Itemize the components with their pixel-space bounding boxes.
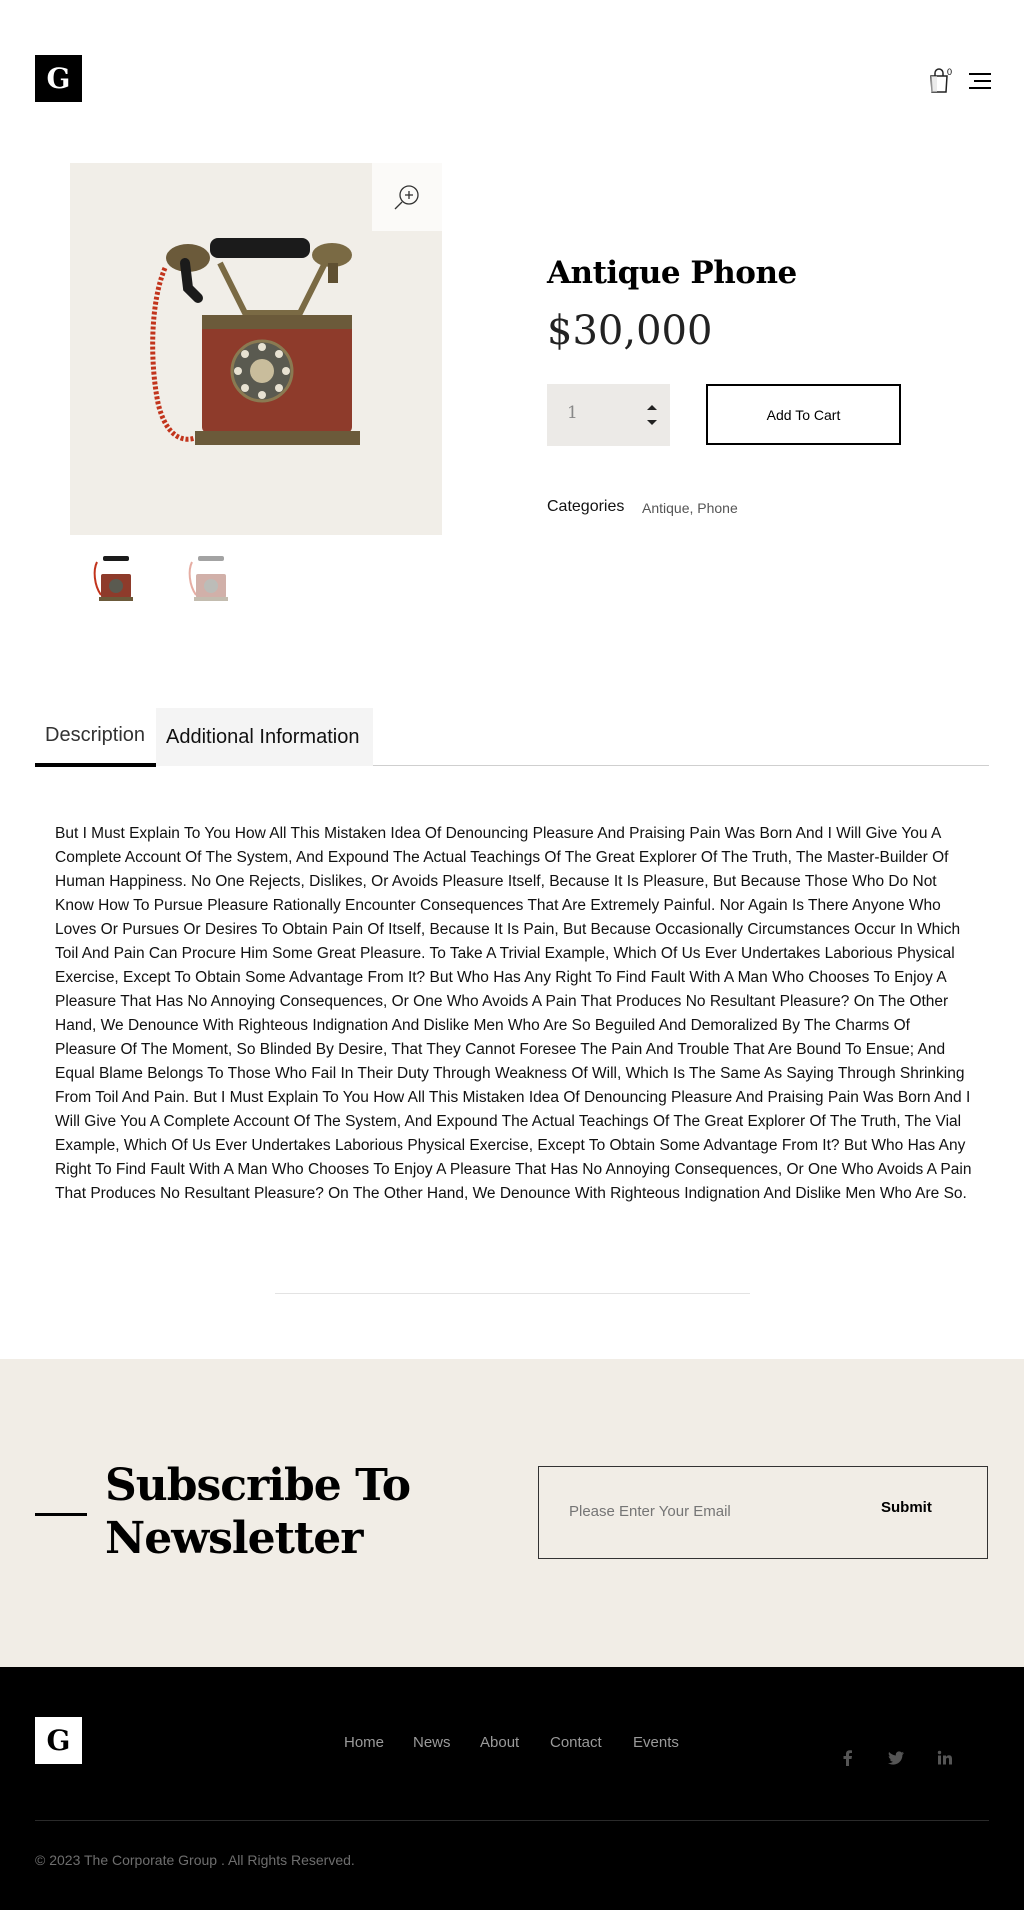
tab-additional-information[interactable]: Additional Information <box>156 708 373 766</box>
product-price: $30,000 <box>547 308 713 354</box>
section-divider <box>275 1293 750 1294</box>
footer-nav-news[interactable]: News <box>413 1734 451 1751</box>
email-input[interactable] <box>569 1503 829 1520</box>
site-logo[interactable]: G <box>35 55 82 102</box>
zoom-button[interactable] <box>372 163 442 231</box>
categories-label: Categories <box>547 498 625 515</box>
linkedin-icon[interactable] <box>936 1749 954 1767</box>
decorative-line <box>35 1513 87 1516</box>
tab-description[interactable]: Description <box>35 708 156 767</box>
hamburger-menu-icon[interactable] <box>969 72 991 90</box>
product-description: But I Must Explain To You How All This Mistaken Idea Of Denouncing Pleasure And Praising Pain Was Born And I Will Give You A Complete Account Of The System, And Expound The Actual Teachings Of The Great Explorer Of The Truth, The Master-Builder Of Human Happiness. No One Rejects, Dislikes, Or Avoids Pleasure Itself, Because It Is Pleasure, But Because Those Who Do Not Know How To Pursue Pleasure Rationally Encounter Consequences That Are Extremely Painful. Nor Again Is There Anyone Who Loves Or Pursues Or Desires To Obtain Pain Of Itself, Because It Is Pain, But Because Occasionally Circumstances Occur In Which Toil And Pain Can Procure Him Some Great Pleasure. To Take A Trivial Example, Which Of Us Ever Undertakes Laborious Physical Exercise, Except To Obtain Some Advantage From It? But Who Has Any Right To Find Fault With A Man Who Chooses To Enjoy A Pleasure That Has No Annoying Consequences, Or One Who Avoids A Pain That Produces No Resultant Pleasure? On The Other Hand, We Denounce With Righteous Indignation And Dislike Men Who Are So Beguiled And Demoralized By The Charms Of Pleasure Of The Moment, So Blinded By Desire, That They Cannot Foresee The Pain And Trouble That Are Bound To Ensue; And Equal Blame Belongs To Those Who Fail In Their Duty Through Weakness Of Will, Which Is The Same As Saying Through Shrinking From Toil And Pain. But I Must Explain To You How All This Mistaken Idea Of Denouncing Pleasure And Praising Pain Was Born And I Will Give You A Complete Account Of The System, And Expound The Actual Teachings Of The Great Explorer Of The Truth, The Vial Example, Which Of Us Ever Undertakes Laborious Physical Exercise, Except To Obtain Some Advantage From It? But Who Has Any Right To Find Fault With A Man Who Chooses To Enjoy A Pleasure That Has No Annoying Consequences, Or One Who Avoids A Pain That Produces No Resultant Pleasure? On The Other Hand, We Denounce With Righteous Indignation And Dislike Men Who Are So. <box>55 825 972 1202</box>
phone-thumbnail-image <box>85 550 145 610</box>
footer-nav-events[interactable]: Events <box>633 1734 679 1751</box>
product-title: Antique Phone <box>547 255 797 291</box>
increment-arrow-icon[interactable] <box>645 402 659 412</box>
decrement-arrow-icon[interactable] <box>645 418 659 428</box>
newsletter-title: Subscribe To Newsletter <box>105 1460 411 1564</box>
site-footer <box>0 1667 1024 1910</box>
footer-logo[interactable]: G <box>35 1717 82 1764</box>
twitter-icon[interactable] <box>887 1749 905 1767</box>
phone-thumbnail-image <box>180 550 240 610</box>
product-thumbnails <box>70 545 270 615</box>
facebook-icon[interactable] <box>839 1749 857 1767</box>
thumbnail-2[interactable] <box>165 545 255 615</box>
footer-nav-contact[interactable]: Contact <box>550 1734 602 1751</box>
newsletter-section <box>0 1359 1024 1667</box>
footer-nav-home[interactable]: Home <box>344 1734 385 1751</box>
quantity-stepper[interactable] <box>547 384 670 446</box>
submit-button[interactable]: Submit <box>881 1499 932 1516</box>
cart-count-badge: 0 <box>947 67 953 77</box>
copyright-text: © 2023 The Corporate Group . All Rights Reserved. <box>35 1852 355 1868</box>
quantity-value[interactable]: 1 <box>567 403 578 423</box>
newsletter-form <box>538 1466 988 1559</box>
site-header <box>0 0 1024 160</box>
zoom-in-icon <box>393 183 421 211</box>
product-tabs <box>35 708 989 766</box>
thumbnail-1[interactable] <box>70 545 160 615</box>
add-to-cart-button[interactable]: Add To Cart <box>706 384 901 445</box>
footer-nav-about[interactable]: About <box>480 1734 520 1751</box>
footer-divider <box>35 1820 989 1821</box>
categories-links[interactable]: Antique, Phone <box>642 500 738 516</box>
